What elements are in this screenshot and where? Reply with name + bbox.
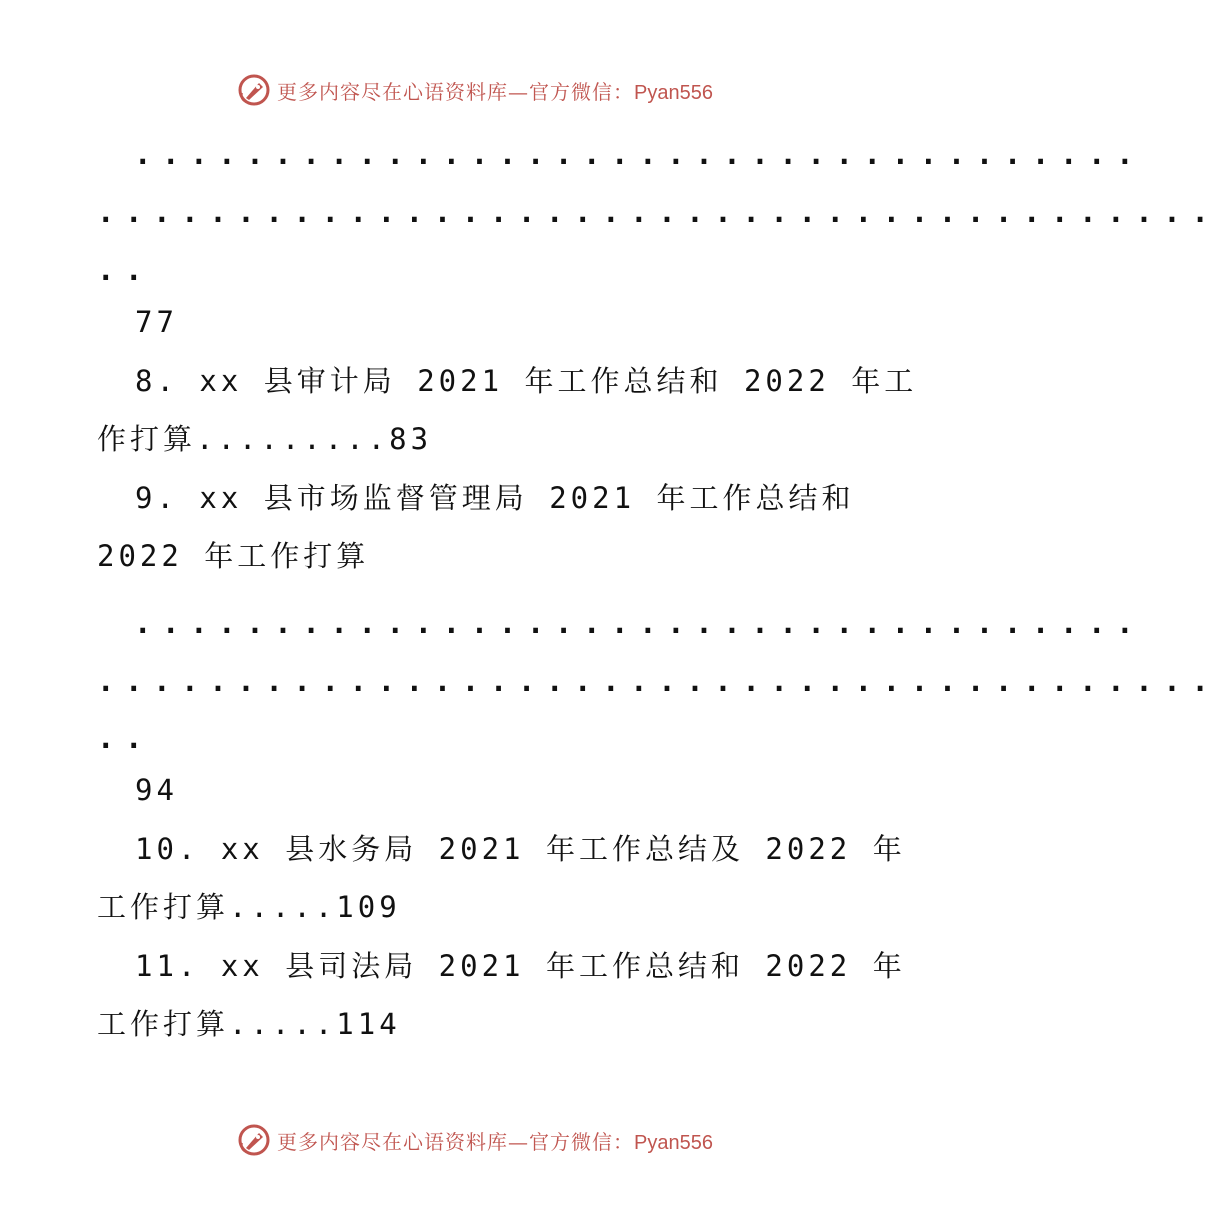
footer-watermark [0,1120,950,1160]
toc-page-number: 77 [135,305,178,339]
toc-leader-dots: ........................................ [97,195,1219,229]
toc-entry-8[interactable]: 8. xx 县审计局 2021 年工作总结和 2022 年工 [135,364,918,398]
toc-entry-11[interactable]: 11. xx 县司法局 2021 年工作总结和 2022 年 [135,949,906,983]
watermark-handle: Pyan556 [634,1131,713,1154]
toc-leader-dots: .................................... [134,137,1145,171]
toc-entry-10[interactable]: 10. xx 县水务局 2021 年工作总结及 2022 年 [135,832,906,866]
watermark-text: 更多内容尽在心语资料库—官方微信：Pyan556 [277,79,713,104]
toc-entry-9-continued[interactable]: 2022 年工作打算 [97,539,370,573]
toc-entry-10-continued[interactable]: 工作打算.....109 [97,890,401,924]
watermark-handle: Pyan556 [634,81,713,104]
watermark-text: 更多内容尽在心语资料库—官方微信：Pyan556 [277,1129,713,1154]
pen-nib-logo-icon [237,1123,271,1157]
toc-leader-dots: .. [97,253,154,287]
pen-nib-logo-icon [237,73,271,107]
toc-leader-dots: ........................................ [97,664,1219,698]
toc-leader-dots: .. [97,721,154,755]
toc-entry-9[interactable]: 9. xx 县市场监督管理局 2021 年工作总结和 [135,481,855,515]
toc-entry-11-continued[interactable]: 工作打算.....114 [97,1007,401,1041]
toc-leader-dots: .................................... [134,606,1145,640]
toc-page-number: 94 [135,773,178,807]
toc-entry-8-continued[interactable]: 作打算.........83 [97,422,433,456]
header-watermark [0,70,950,110]
